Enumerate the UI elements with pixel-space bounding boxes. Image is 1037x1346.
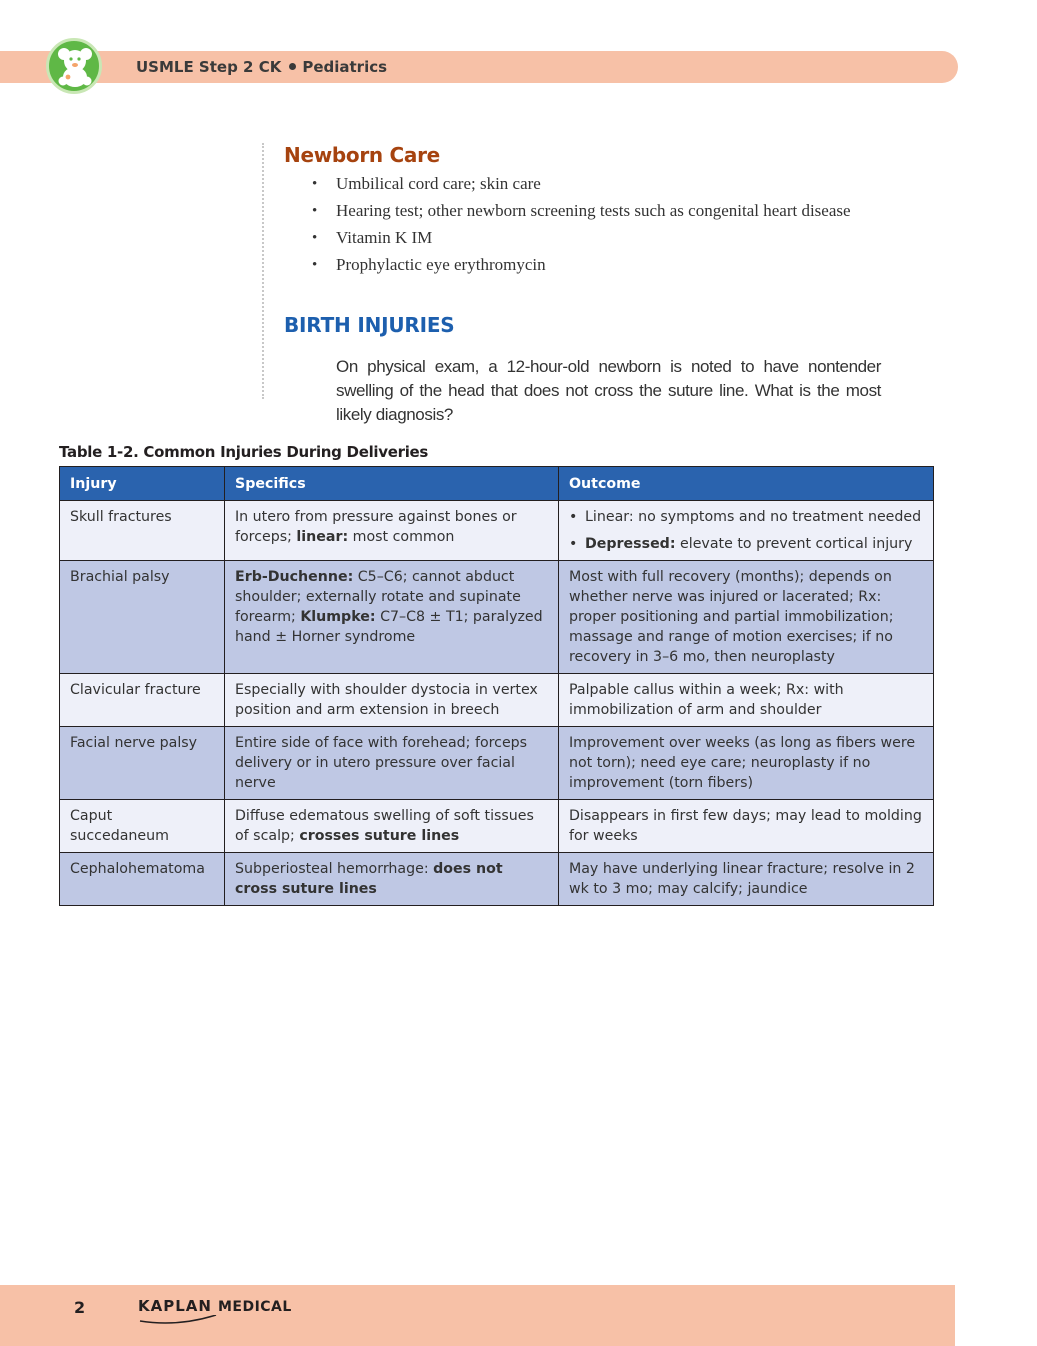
brand-name: KAPLAN bbox=[138, 1297, 212, 1315]
specifics-text: most common bbox=[348, 529, 455, 545]
specifics-cell: Entire side of face with forehead; forceps delivery or in utero pressure over facial nerve bbox=[225, 727, 559, 800]
running-header bbox=[136, 58, 387, 78]
injury-cell: Clavicular fracture bbox=[60, 674, 225, 727]
outcome-cell: Disappears in first few days; may lead to molding for weeks bbox=[559, 800, 934, 853]
injury-cell: Caput succedaneum bbox=[60, 800, 225, 853]
table-caption: Table 1-2. Common Injuries During Deliveries bbox=[59, 443, 429, 461]
book-title: USMLE Step 2 CK bbox=[136, 58, 282, 76]
outcome-bullet bbox=[569, 507, 923, 527]
specifics-text: Subperiosteal hemorrhage: bbox=[235, 861, 434, 877]
table-row bbox=[60, 727, 934, 800]
table-header-row bbox=[60, 467, 934, 501]
subject-title: Pediatrics bbox=[302, 58, 388, 76]
specifics-cell bbox=[225, 561, 559, 674]
specifics-bold: does not cross suture lines bbox=[235, 861, 503, 897]
specifics-text: C7–C8 ± T1; paralyzed hand ± Horner syndrome bbox=[235, 609, 543, 645]
teddy-bear-icon bbox=[46, 38, 102, 94]
table-row bbox=[60, 674, 934, 727]
specifics-cell bbox=[225, 501, 559, 561]
newborn-care-list bbox=[312, 173, 851, 281]
outcome-text: Linear: no symptoms and no treatment needed bbox=[585, 509, 922, 525]
outcome-bullet bbox=[569, 534, 923, 554]
table-row bbox=[60, 561, 934, 674]
list-item: • Umbilical cord care; skin care bbox=[312, 173, 851, 200]
brand-swoosh-icon bbox=[138, 1315, 220, 1325]
specifics-bold: crosses suture lines bbox=[299, 828, 460, 844]
page-number: 2 bbox=[74, 1298, 86, 1317]
outcome-cell: May have underlying linear fracture; resolve in 2 wk to 3 mo; may calcify; jaundice bbox=[559, 853, 934, 906]
specifics-cell bbox=[225, 853, 559, 906]
specifics-cell: Especially with shoulder dystocia in vertex position and arm extension in breech bbox=[225, 674, 559, 727]
margin-dotted-rule bbox=[262, 143, 264, 399]
specifics-bold: Klumpke: bbox=[300, 609, 376, 625]
outcome-text: elevate to prevent cortical injury bbox=[675, 536, 913, 552]
outcome-cell bbox=[559, 501, 934, 561]
column-header-injury: Injury bbox=[60, 467, 225, 501]
specifics-bold: Erb-Duchenne: bbox=[235, 569, 354, 585]
specifics-text: C5–C6; cannot abduct shoulder; externally rotate and supinate forearm; bbox=[235, 569, 521, 625]
outcome-cell: Improvement over weeks (as long as fibers were not torn); need eye care; neuroplasty if no improvement (torn fibers) bbox=[559, 727, 934, 800]
list-item: • Hearing test; other newborn screening tests such as congenital heart disease bbox=[312, 200, 851, 227]
table-row bbox=[60, 853, 934, 906]
specifics-text: In utero from pressure against bones or forceps; bbox=[235, 509, 517, 545]
list-item: • Prophylactic eye erythromycin bbox=[312, 254, 851, 281]
specifics-text: Diffuse edematous swelling of soft tissues of scalp; bbox=[235, 808, 534, 844]
injury-cell: Cephalohematoma bbox=[60, 853, 225, 906]
list-item: • Vitamin K IM bbox=[312, 227, 851, 254]
specifics-bold: linear: bbox=[296, 529, 349, 545]
brand-suffix: MEDICAL bbox=[217, 1299, 292, 1315]
outcome-cell: Palpable callus within a week; Rx: with immobilization of arm and shoulder bbox=[559, 674, 934, 727]
outcome-cell: Most with full recovery (months); depends on whether nerve was injured or lacerated; Rx: proper positioning and partial immobilization; massage and range of motion exercises; if no recovery in 3–6 mo, then neuroplasty bbox=[559, 561, 934, 674]
table-row bbox=[60, 800, 934, 853]
separator-dot-icon bbox=[289, 63, 296, 70]
injury-cell: Skull fractures bbox=[60, 501, 225, 561]
column-header-outcome: Outcome bbox=[559, 467, 934, 501]
injuries-table bbox=[59, 466, 934, 906]
injury-cell: Facial nerve palsy bbox=[60, 727, 225, 800]
outcome-bold: Depressed: bbox=[585, 536, 676, 552]
clinical-question: On physical exam, a 12-hour-old newborn is noted to have nontender swelling of the head that does not cross the suture line. What is the most likely diagnosis? bbox=[336, 357, 881, 424]
table-row bbox=[60, 501, 934, 561]
newborn-care-heading: Newborn Care bbox=[284, 143, 440, 167]
injury-cell: Brachial palsy bbox=[60, 561, 225, 674]
birth-injuries-heading: BIRTH INJURIES bbox=[284, 313, 455, 337]
specifics-cell bbox=[225, 800, 559, 853]
column-header-specifics: Specifics bbox=[225, 467, 559, 501]
kaplan-medical-logo bbox=[138, 1297, 292, 1327]
